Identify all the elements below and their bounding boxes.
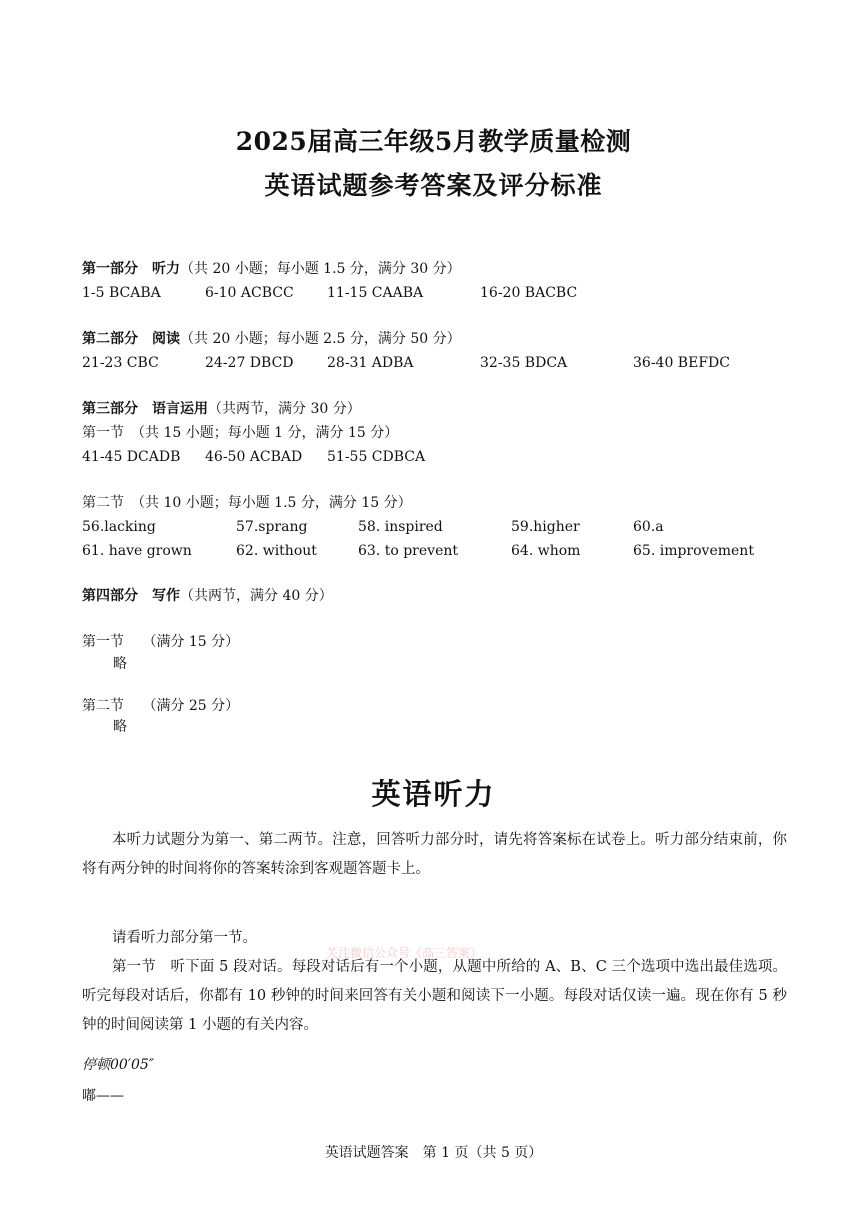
pause-marker: 停顿00′05″ [82, 1057, 155, 1073]
part3-section1-heading: 第一节 （共 15 小题；每小题 1 分，满分 15 分） [82, 425, 399, 441]
part4-heading [82, 587, 333, 605]
part3-s2-answer-59: 59.higher [511, 519, 580, 535]
part1-answer-1: 1-5 BCABA [82, 285, 161, 301]
part2-name: 第二部分 阅读 [82, 331, 180, 347]
beep-marker: 嘟—— [82, 1088, 124, 1104]
part1-answer-4: 16-20 BACBC [480, 285, 578, 301]
part2-answer-5: 36-40 BEFDC [633, 355, 730, 371]
part3-s1-answer-1: 41-45 DCADB [82, 449, 181, 465]
part3-name: 第三部分 语言运用 [82, 401, 208, 417]
part4-section1-body: 略 [113, 656, 127, 672]
part3-s2-answer-64: 64. whom [511, 543, 581, 559]
page-footer: 英语试题答案 第 1 页（共 5 页） [324, 1145, 543, 1161]
part3-s1-answer-3: 51-55 CDBCA [327, 449, 426, 465]
part3-s2-answer-56: 56.lacking [82, 519, 156, 535]
part1-answer-2: 6-10 ACBCC [205, 285, 294, 301]
part1-answer-3: 11-15 CAABA [327, 285, 424, 301]
part3-section2-heading: 第二节 （共 10 小题；每小题 1.5 分，满分 15 分） [82, 495, 412, 511]
document-title: 2025届高三年级5月教学质量检测 [235, 127, 632, 156]
part3-note: （共两节，满分 30 分） [208, 401, 361, 417]
part3-heading [82, 400, 361, 418]
part3-s2-answer-57: 57.sprang [236, 519, 308, 535]
part4-section2-heading: 第二节 （满分 25 分） [82, 698, 240, 714]
part1-name: 第一部分 听力 [82, 261, 180, 277]
part4-section2-body: 略 [113, 719, 127, 735]
listening-instructions: 第一节 听下面 5 段对话。每段对话后有一个小题，从题中所给的 A、B、C 三个选项中选出最佳选项。听完每段对话后，你都有 10 秒钟的时间来回答有关小题和阅读下一小题。每段对话仅读一遍。现在你有 5 秒钟的时间阅读第 1 小题的有关内容。 [82, 959, 787, 1033]
part4-note: （共两节，满分 40 分） [180, 588, 333, 604]
part1-note: （共 20 小题；每小题 1.5 分，满分 30 分） [180, 261, 461, 277]
part2-answer-4: 32-35 BDCA [480, 355, 568, 371]
part4-name: 第四部分 写作 [82, 588, 180, 604]
part3-s2-answer-65: 65. improvement [633, 543, 754, 559]
part2-answer-1: 21-23 CBC [82, 355, 159, 371]
part3-s2-answer-62: 62. without [236, 543, 317, 559]
part1-heading [82, 260, 461, 278]
listening-heading: 英语听力 [371, 777, 496, 811]
part2-answer-2: 24-27 DBCD [205, 355, 294, 371]
part4-section1-heading: 第一节 （满分 15 分） [82, 634, 240, 650]
part3-s1-answer-2: 46-50 ACBAD [205, 449, 303, 465]
listening-prompt: 请看听力部分第一节。 [112, 930, 257, 946]
document-subtitle: 英语试题参考答案及评分标准 [264, 171, 603, 200]
part3-s2-answer-60: 60.a [633, 519, 664, 535]
part3-s2-answer-58: 58. inspired [358, 519, 443, 535]
part2-heading [82, 330, 461, 348]
part2-note: （共 20 小题；每小题 2.5 分，满分 50 分） [180, 331, 461, 347]
watermark-text: 关注微信公众号《高三答案》 [326, 946, 483, 960]
part2-answer-3: 28-31 ADBA [327, 355, 414, 371]
listening-intro: 本听力试题分为第一、第二两节。注意，回答听力部分时，请先将答案标在试卷上。听力部分结束前，你将有两分钟的时间将你的答案转涂到客观题答题卡上。 [82, 832, 787, 877]
part3-s2-answer-63: 63. to prevent [358, 543, 458, 559]
part3-s2-answer-61: 61. have grown [82, 543, 192, 559]
